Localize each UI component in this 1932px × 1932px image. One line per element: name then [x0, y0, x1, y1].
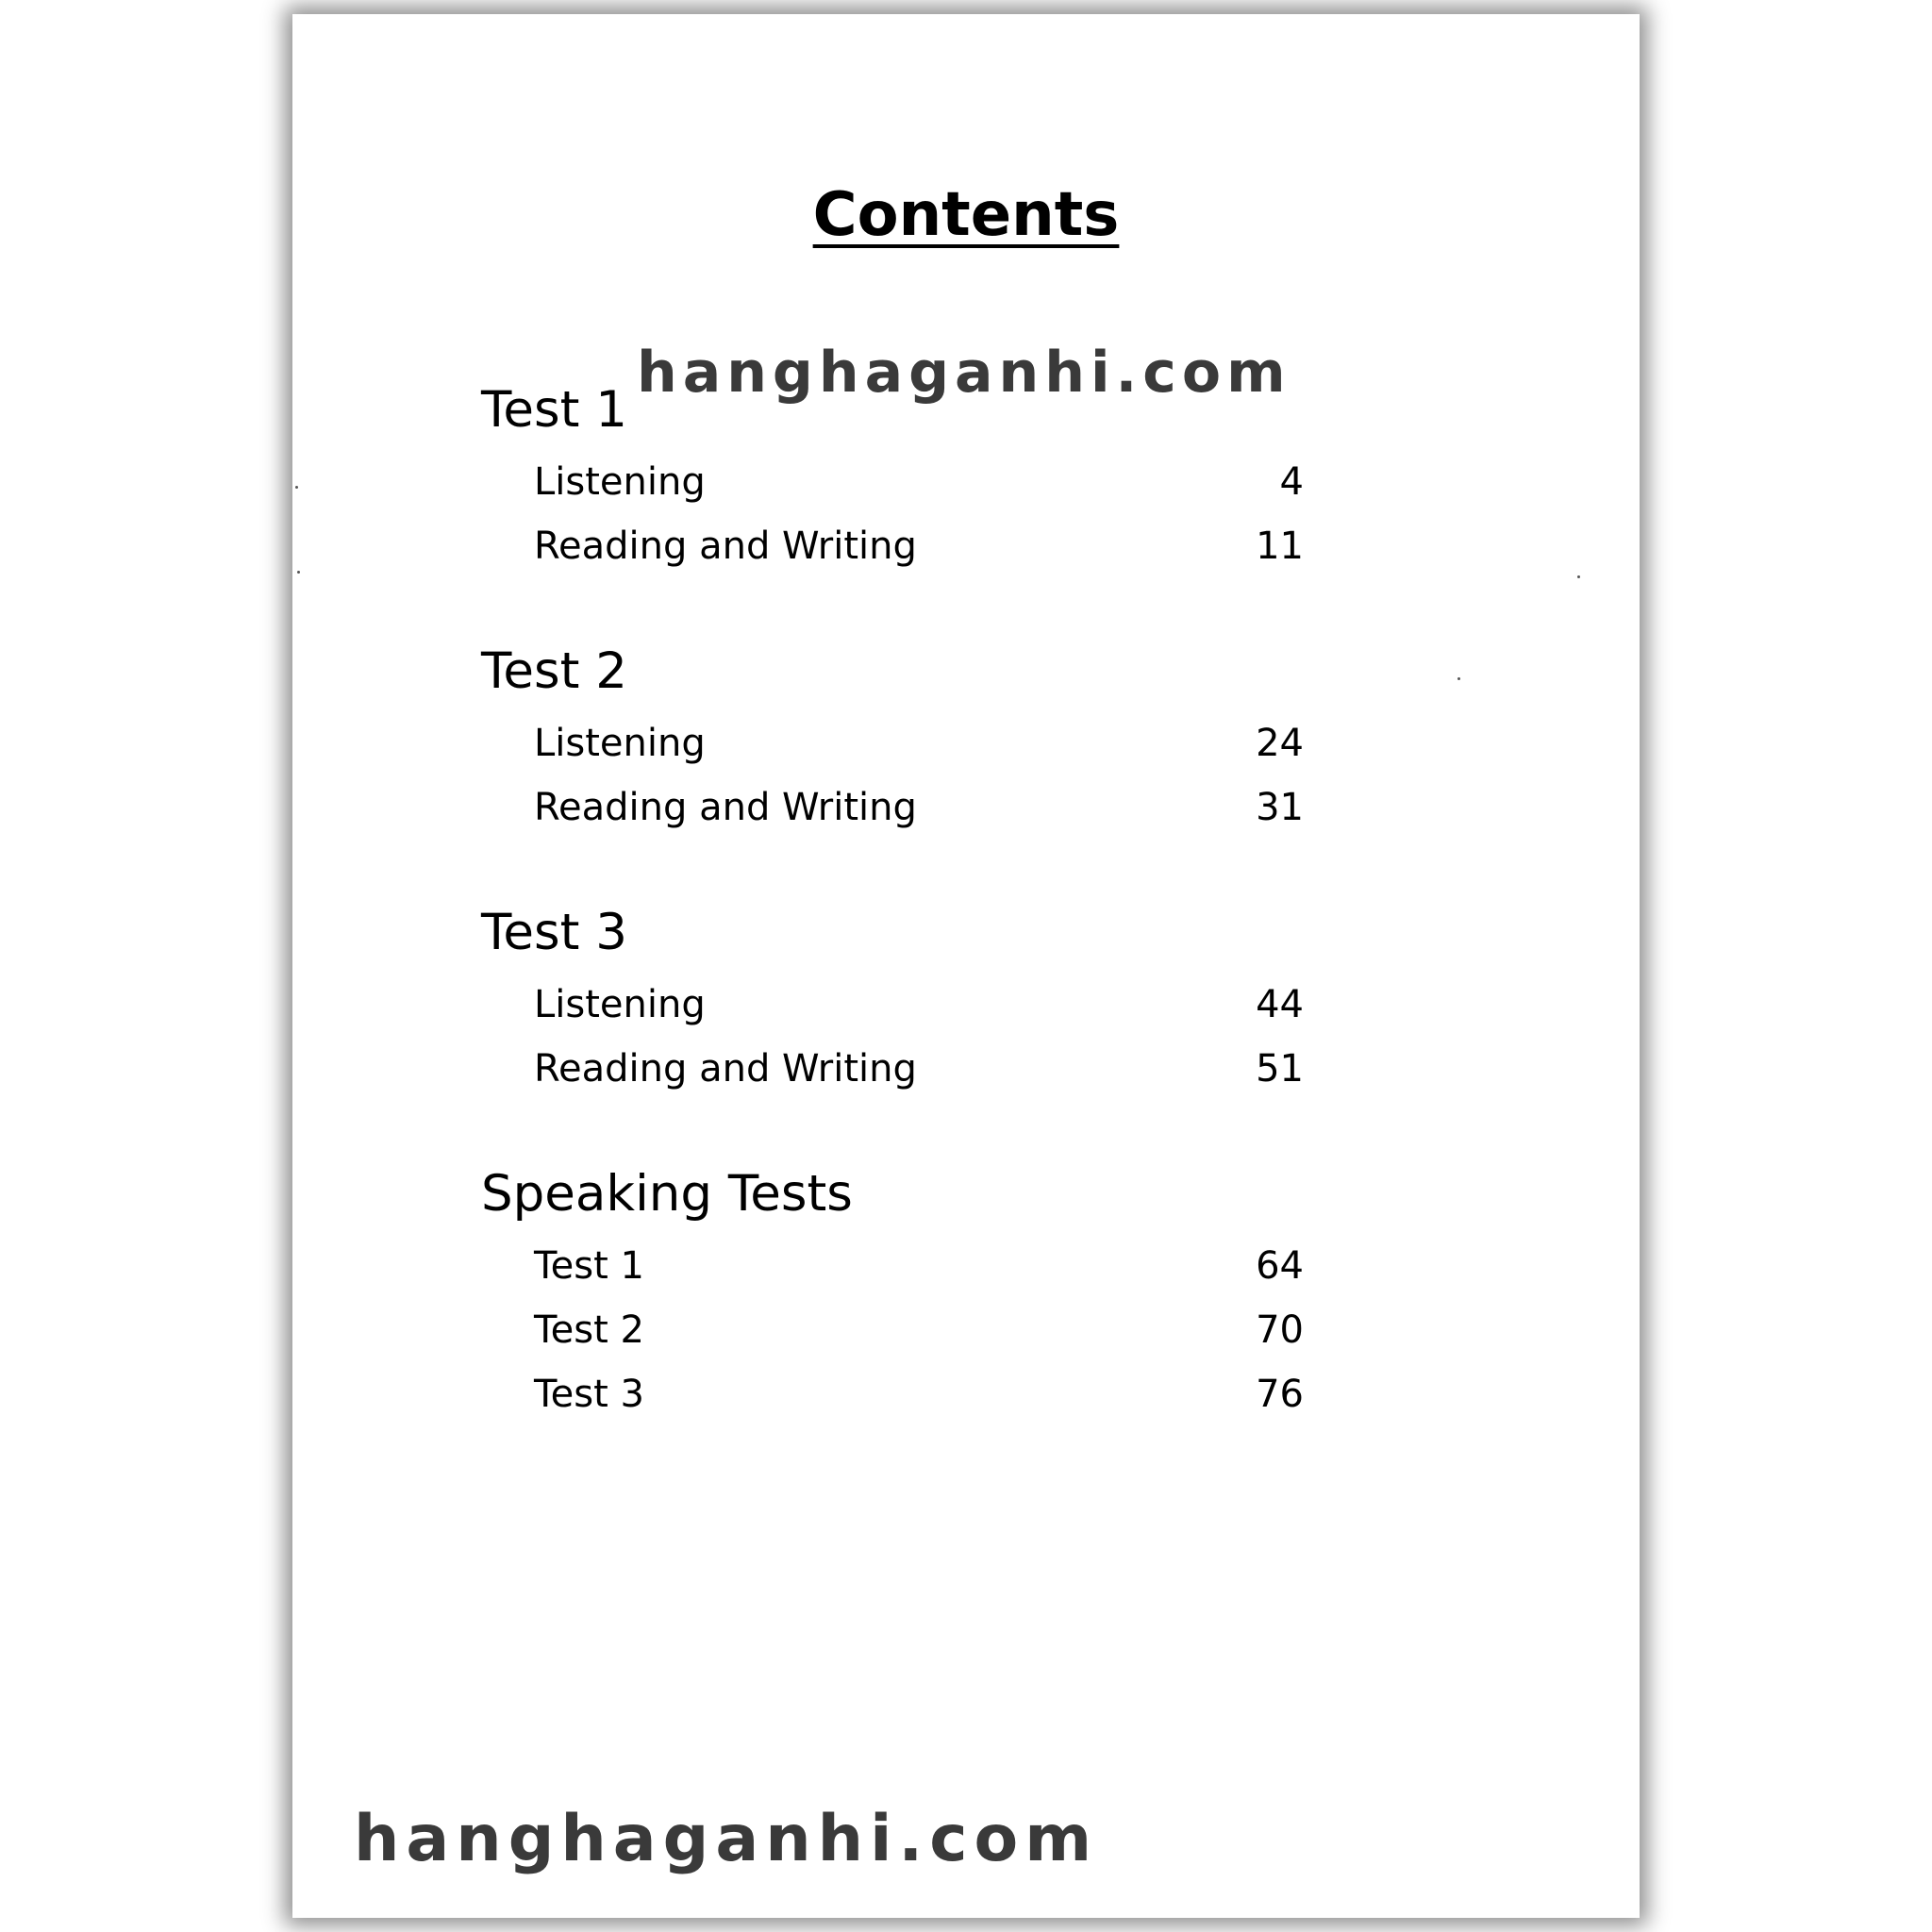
toc-entry[interactable] — [534, 514, 1304, 578]
toc-entry-page: 31 — [1256, 786, 1304, 829]
scan-speck — [1577, 575, 1580, 578]
scan-speck — [1457, 677, 1460, 680]
toc-entry-label: Test 1 — [534, 1244, 644, 1288]
scan-speck — [297, 571, 300, 574]
toc-entry-page: 44 — [1256, 983, 1304, 1026]
toc-section-heading: Test 3 — [481, 904, 627, 961]
toc-section-test-3 — [481, 893, 1330, 1101]
toc-section-heading: Speaking Tests — [481, 1165, 853, 1223]
toc-entry-label: Listening — [534, 722, 706, 765]
toc-section-speaking-tests — [481, 1155, 1330, 1426]
page-title-text: Contents — [812, 180, 1120, 250]
toc-entry-label: Listening — [534, 983, 706, 1026]
toc-entry-page: 64 — [1256, 1244, 1304, 1288]
toc-entry[interactable] — [534, 450, 1304, 514]
page-title — [292, 180, 1640, 250]
toc-entry[interactable] — [534, 1362, 1304, 1426]
toc-entry[interactable] — [534, 1037, 1304, 1101]
toc-entry-label: Reading and Writing — [534, 1047, 917, 1091]
toc-entry-page: 4 — [1279, 460, 1304, 504]
toc-entry-label: Test 2 — [534, 1308, 644, 1352]
scan-speck — [295, 486, 298, 489]
toc-entry-label: Reading and Writing — [534, 525, 917, 568]
toc-entry-page: 11 — [1256, 525, 1304, 568]
toc-entry[interactable] — [534, 1298, 1304, 1362]
toc-section-heading: Test 1 — [481, 381, 627, 439]
toc-entry-label: Listening — [534, 460, 706, 504]
toc-entry-page: 51 — [1256, 1047, 1304, 1091]
toc-entry[interactable] — [534, 1234, 1304, 1298]
watermark-bottom: hanghaganhi.com — [354, 1802, 1099, 1876]
toc-entry-page: 76 — [1256, 1373, 1304, 1416]
toc-section-test-2 — [481, 632, 1330, 840]
watermark-top: hanghaganhi.com — [637, 340, 1291, 406]
toc-entry[interactable] — [534, 973, 1304, 1037]
toc-entry-label: Test 3 — [534, 1373, 644, 1416]
toc-entry-page: 70 — [1256, 1308, 1304, 1352]
toc-entry-page: 24 — [1256, 722, 1304, 765]
toc-entry-label: Reading and Writing — [534, 786, 917, 829]
toc-section-heading: Test 2 — [481, 642, 627, 700]
toc-entry[interactable] — [534, 775, 1304, 840]
document-page — [292, 14, 1640, 1918]
toc-entry[interactable] — [534, 711, 1304, 775]
